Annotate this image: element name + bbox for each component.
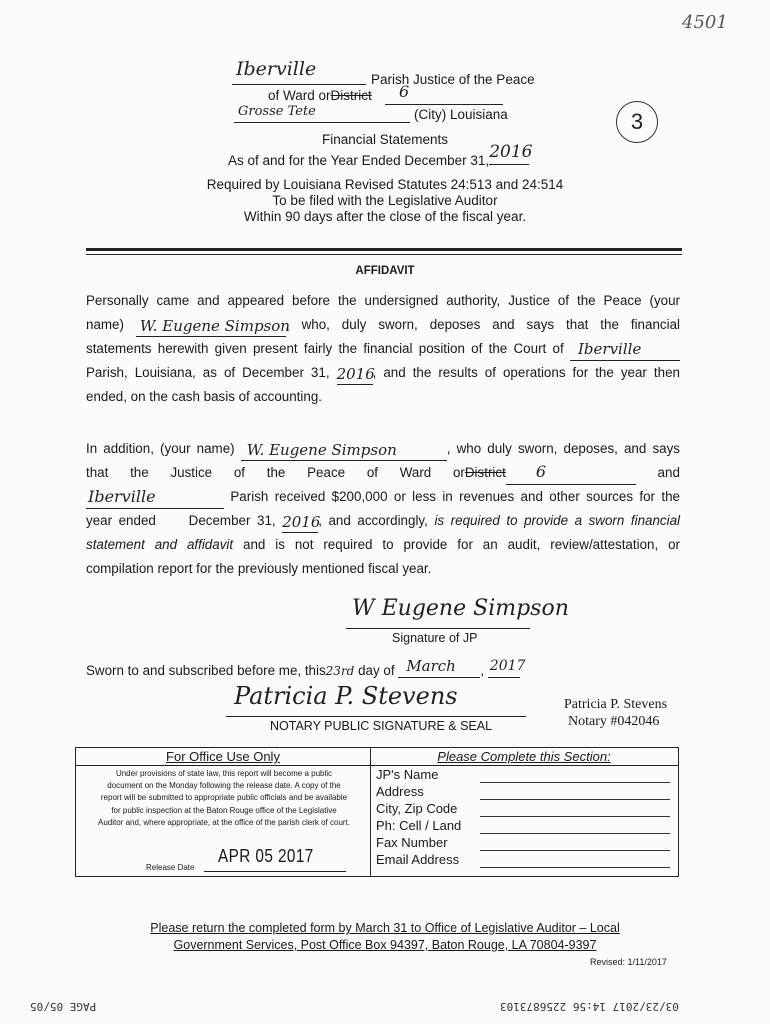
affidavit-paragraph-2 <box>86 437 680 581</box>
fill-line-email[interactable] <box>480 867 670 868</box>
release-date-stamp: APR 05 2017 <box>218 846 314 866</box>
parish-handwritten: Iberville <box>236 58 317 80</box>
year-handwritten: 2016 <box>489 142 533 162</box>
p2-line-3: Iberville Parish received $200,000 or less in revenues and other sources for the <box>86 485 680 509</box>
sworn-line: Sworn to and subscribed before me, this23rd day of March , 2017 <box>86 657 526 678</box>
affidavit-title: AFFIDAVIT <box>355 265 415 277</box>
field-phone: Ph: Cell / Land <box>376 818 462 833</box>
header-divider-thin <box>86 254 682 255</box>
return-line-2: Government Services, Post Office Box 94397, Baton Rouge, LA 70804-9397 <box>173 938 597 952</box>
office-table <box>75 747 679 877</box>
sworn-year-handwritten: 2017 <box>489 658 526 674</box>
office-table-divider <box>370 748 371 876</box>
required-line-2: To be filed with the Legislative Auditor <box>272 193 498 208</box>
fax-header-left: PAGE 05/05 <box>30 1000 97 1013</box>
corner-number: 4501 <box>682 12 728 33</box>
jp-signature-label: Signature of JP <box>392 631 478 645</box>
parish-label: Parish Justice of the Peace <box>371 72 535 87</box>
p1-line-2: name) W. Eugene Simpson , who, duly sworn, deposes and says that the financial <box>86 313 680 337</box>
affidavit-paragraph-1 <box>86 289 680 409</box>
p2-line-2: that the Justice of the Peace of Ward orDistrict 6 and <box>86 461 680 485</box>
p2-line-6: compilation report for the previously mentioned fiscal year. <box>86 561 432 576</box>
complete-section-title: Please Complete this Section: <box>437 749 611 764</box>
header-divider <box>86 248 682 251</box>
release-date-line <box>204 871 346 872</box>
return-line-1: Please return the completed form by March 31 to Office of Legislative Auditor – Local <box>150 921 620 935</box>
revised-date: Revised: 1/11/2017 <box>590 957 667 967</box>
p1-year-handwritten: 2016 <box>336 365 375 383</box>
fax-header-right: 03/23/2017 14:56 2256873103 <box>500 1000 679 1013</box>
required-line-3: Within 90 days after the close of the fiscal year. <box>243 209 527 224</box>
required-line-1: Required by Louisiana Revised Statutes 24:513 and 24:514 <box>206 177 564 192</box>
field-email: Email Address <box>376 852 460 867</box>
p2-year-handwritten: 2016 <box>282 513 321 531</box>
field-jp-name: JP's Name <box>376 767 439 782</box>
fill-line-city-zip[interactable] <box>480 816 670 817</box>
p2-line-4: year ended December 31, 2016 , and accordingly, is required to provide a sworn financial <box>86 509 680 533</box>
as-of-line: As of and for the Year Ended December 31, 2016 <box>228 142 533 168</box>
ward-handwritten: 6 <box>399 82 410 101</box>
p2-name-handwritten: W. Eugene Simpson <box>246 441 397 459</box>
fill-line-phone[interactable] <box>480 833 670 834</box>
p1-line-5: ended, on the cash basis of accounting. <box>86 389 322 404</box>
p2-line-1: In addition, (your name) W. Eugene Simpson , who duly sworn, deposes, and says <box>86 437 680 461</box>
circled-number: 3 <box>616 101 658 143</box>
jp-signature: W Eugene Simpson <box>352 596 569 621</box>
city-label: (City) Louisiana <box>414 107 508 122</box>
notary-stamp-name: Patricia P. Stevens <box>564 697 668 712</box>
p2-line-5: statement and affidavit and is not required to provide for an audit, review/attestation, or <box>86 537 680 552</box>
p1-line-1: Personally came and appeared before the undersigned authority, Justice of the Peace (your <box>86 293 680 308</box>
p1-line-4: Parish, Louisiana, as of December 31, 2016 , and the results of operations for the year then <box>86 361 680 385</box>
sworn-month-handwritten: March <box>406 657 456 675</box>
ward-label: of Ward orDistrict <box>268 88 372 103</box>
fill-line-jp-name[interactable] <box>480 782 670 783</box>
field-address: Address <box>376 784 424 799</box>
jp-signature-line <box>346 628 530 629</box>
fill-line-address[interactable] <box>480 799 670 800</box>
p1-name-handwritten: W. Eugene Simpson <box>139 317 290 335</box>
financial-title: Financial Statements <box>321 132 449 147</box>
sworn-day-handwritten: 23rd <box>325 664 355 678</box>
p2-parish-handwritten: Iberville <box>88 487 156 506</box>
fill-line-fax[interactable] <box>480 850 670 851</box>
city-handwritten: Grosse Tete <box>238 104 316 119</box>
field-fax: Fax Number <box>376 835 448 850</box>
notary-label: NOTARY PUBLIC SIGNATURE & SEAL <box>270 719 493 733</box>
office-use-body: Under provisions of state law, this report will become a public document on the Monday following the release date. A copy of the report will be submitted to appropriate public officials and be available for public inspection at the Baton Rouge office of the Legislative Auditor and, where appropriate, at the office of the parish clerk of court. <box>98 769 350 827</box>
release-date-label: Release Date <box>146 863 195 872</box>
office-use-title: For Office Use Only <box>166 749 280 764</box>
notary-signature: Patricia P. Stevens <box>234 682 458 710</box>
p1-court-handwritten: Iberville <box>578 340 642 358</box>
field-city-zip: City, Zip Code <box>376 801 458 816</box>
notary-signature-line <box>226 716 526 717</box>
notary-stamp-number: Notary #042046 <box>568 714 660 729</box>
p1-line-3: statements herewith given present fairly the financial position of the Court of Iberville <box>86 337 680 361</box>
p2-ward-handwritten: 6 <box>535 462 546 481</box>
